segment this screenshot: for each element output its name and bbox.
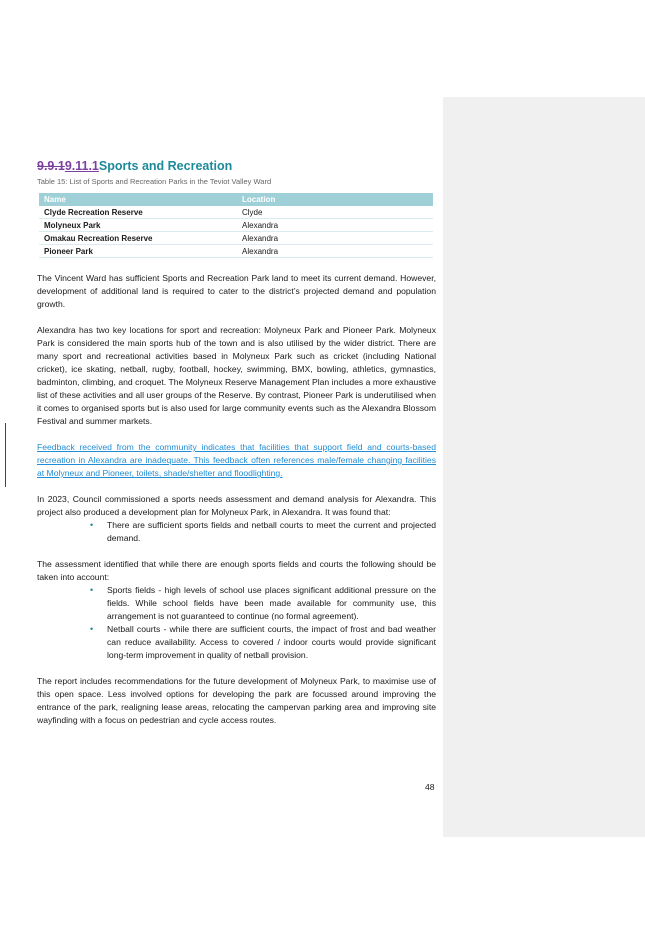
tracked-change-bar (5, 423, 6, 487)
park-location: Alexandra (237, 232, 433, 245)
park-location: Clyde (237, 206, 433, 219)
list-item (90, 623, 436, 662)
park-name: Clyde Recreation Reserve (39, 206, 237, 219)
deleted-section-number: 9.9.1 (37, 159, 65, 173)
park-location: Alexandra (237, 219, 433, 232)
table-row (39, 219, 433, 232)
considerations-list (90, 584, 436, 662)
table-caption: Table 15: List of Sports and Recreation Parks in the Teviot Valley Ward (37, 177, 272, 186)
bullet-icon: • (90, 520, 94, 530)
header-location: Location (237, 193, 433, 206)
section-heading (37, 158, 436, 174)
bullet-icon: • (90, 624, 94, 634)
paragraph-considerations: The assessment identified that while there are enough sports fields and courts the following should be taken into account: (37, 559, 436, 582)
page-content (37, 158, 436, 727)
park-name: Molyneux Park (39, 219, 237, 232)
park-location: Alexandra (237, 245, 433, 258)
park-name: Omakau Recreation Reserve (39, 232, 237, 245)
table-header-row (39, 193, 433, 206)
header-name: Name (39, 193, 237, 206)
findings-list (90, 519, 436, 545)
list-item-text: There are sufficient sports fields and netball courts to meet the current and projected demand. (107, 520, 436, 543)
list-item-text: Netball courts - while there are sufficient courts, the impact of frost and bad weather can reduce availability. Access to covered / indoor courts would provide significant long-term improvement in quality of netball provision. (107, 624, 436, 660)
paragraph-community-feedback-tracked: Feedback received from the community indicates that facilities that support field and courts-based recreation in Alexandra are inadequate. This feedback often references male/female changing facilities at Molyneux and Pioneer, toilets, shade/shelter and floodlighting. (37, 442, 436, 478)
paragraph-report-recommendations: The report includes recommendations for the future development of Molyneux Park, to maximise use of this open space. Less involved options for developing the park are focussed around improving the entrance of the park, realigning lease areas, relocating the campervan parking area and improving site wayfinding with a focus on pedestrian and cycle access routes. (37, 676, 436, 725)
table-row (39, 206, 433, 219)
page-number: 48 (425, 782, 435, 792)
comment-pane (443, 97, 645, 837)
section-title: Sports and Recreation (98, 159, 233, 173)
list-item (90, 584, 436, 623)
bullet-icon: • (90, 585, 94, 595)
park-name: Pioneer Park (39, 245, 237, 258)
inserted-section-number: 9.11.1 (64, 159, 99, 173)
paragraph-2023-assessment: In 2023, Council commissioned a sports needs assessment and demand analysis for Alexandra. This project also produced a development plan for Molyneux Park, in Alexandra. It was found that: (37, 494, 436, 517)
table-row (39, 232, 433, 245)
paragraph-alexandra-locations: Alexandra has two key locations for sport and recreation: Molyneux Park and Pioneer Park. Molyneux Park is considered the main sports hub of the town and is also utilised by the wider district. There are many sport and recreational activities based in Molyneux Park such as cricket (including National cricket), ice skating, netball, rugby, football, hockey, swimming, BMX, bowling, athletics, gymnastics, badminton, climbing, and croquet. The Molyneux Reserve Management Plan includes a more exhaustive list of these activities and all user groups of the Reserve. By contrast, Pioneer Park is underutilised when it comes to organised sports but is also used for large community events such as the Alexandra Blossom Festival and summer markets. (37, 325, 436, 426)
table-row (39, 245, 433, 258)
parks-table (39, 193, 433, 258)
list-item (90, 519, 436, 545)
list-item-text: Sports fields - high levels of school use places significant additional pressure on the fields. While school fields have been made available for community use, this arrangement is not guaranteed to continue (no formal agreement). (107, 585, 436, 621)
paragraph-ward-demand: The Vincent Ward has sufficient Sports and Recreation Park land to meet its current demand. However, development of additional land is required to cater to the district’s projected demand and population growth. (37, 273, 436, 309)
